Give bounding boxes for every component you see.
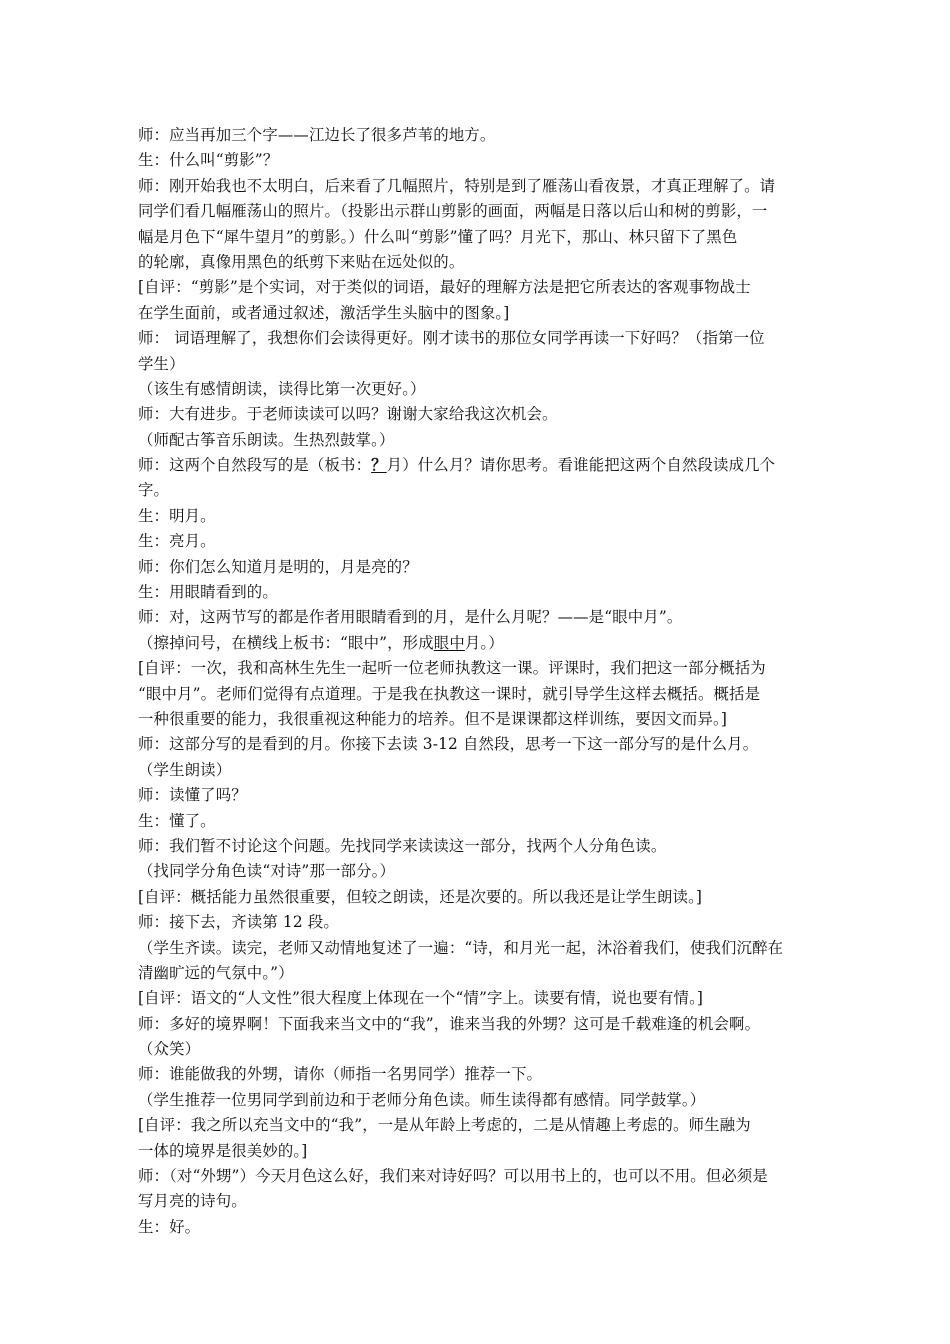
text-line: 生：明月。	[138, 506, 216, 525]
text-line: 学生）	[138, 354, 185, 373]
erase-line-after: 月。）	[464, 633, 504, 652]
erase-line	[138, 631, 818, 656]
text-line: 一体的境界是很美妙的。]	[138, 1141, 308, 1160]
text-line: 生：亮月。	[138, 532, 216, 551]
text-line: （学生朗读）	[138, 760, 232, 779]
text-line: 师：这部分写的是看到的月。你接下去读 3-12 自然段，思考一下这一部分写的是什么月。	[138, 735, 759, 754]
text-line: [自评：语文的“人文性”很大程度上体现在一个“情”字上。读要有情，说也要有情。]	[138, 989, 704, 1008]
text-line: 师：应当再加三个字——江边长了很多芦苇的地方。	[138, 126, 496, 144]
erase-line-underlined: 眼中	[433, 633, 465, 652]
text-line: “眼中月”。老师们觉得有点道理。于是我在执教这一课时，就引导学生这样去概括。概括是	[138, 684, 761, 703]
board-line-continued: 字。	[138, 481, 170, 500]
board-line	[138, 453, 818, 478]
text-line: [自评：一次，我和高林生先生一起听一位老师执教这一课。评课时，我们把这一部分概括为	[138, 659, 766, 678]
text-line: [自评：我之所以充当文中的“我”，一是从年龄上考虑的，二是从情趣上考虑的。师生融为	[138, 1116, 751, 1135]
text-line: 幅是月色下“犀牛望月”的剪影。）什么叫“剪影”懂了吗？月光下，那山、林只留下了黑色	[138, 227, 738, 246]
text-block-1	[138, 123, 818, 453]
text-block-3	[138, 656, 818, 1240]
text-line: （众笑）	[138, 1040, 201, 1059]
text-line: 师：你们怎么知道月是明的，月是亮的？	[138, 557, 418, 576]
text-line: 师：刚开始我也不太明白，后来看了几幅照片，特别是到了雁荡山看夜景，才真正理解了。请	[138, 176, 776, 195]
text-line: 师： 词语理解了，我想你们会读得更好。刚才读书的那位女同学再读一下好吗？（指第一位	[138, 329, 765, 348]
board-line-before: 师：这两个自然段写的是（板书：	[138, 456, 372, 475]
text-line: 师：（对“外甥”）今天月色这么好，我们来对诗好吗？可以用书上的，也可以不用。但必须是	[138, 1167, 768, 1186]
text-block-2	[138, 504, 818, 631]
text-line: 清幽旷远的气氛中。”）	[138, 963, 294, 982]
board-question-mark: ？	[371, 456, 387, 475]
text-line: （学生推荐一位男同学到前边和于老师分角色读。师生读得都有感情。同学鼓掌。）	[138, 1090, 706, 1109]
text-line: 师：谁能做我的外甥，请你（师指一名男同学）推荐一下。	[138, 1065, 543, 1084]
text-line: 的轮廓，真像用黑色的纸剪下来贴在远处似的。	[138, 252, 465, 271]
text-line: （学生齐读。读完，老师又动情地复述了一遍：“诗，和月光一起，沐浴着我们，使我们沉醉在	[138, 938, 784, 957]
text-line: 师：读懂了吗？	[138, 786, 247, 805]
text-line: 师：对，这两节写的都是作者用眼睛看到的月，是什么月呢？——是“眼中月”。	[138, 608, 683, 627]
text-line: 师：大有进步。于老师读读可以吗？谢谢大家给我这次机会。	[138, 405, 558, 424]
text-line: [自评：“剪影”是个实词，对于类似的词语，最好的理解方法是把它所表达的客观事物战士	[138, 278, 751, 297]
text-line: 生：用眼睛看到的。	[138, 583, 278, 602]
document-page	[138, 123, 818, 1240]
text-line: 师：接下去，齐读第 12 段。	[138, 913, 339, 932]
text-line: 写月亮的诗句。	[138, 1192, 247, 1211]
text-line: 生：什么叫“剪影”？	[138, 151, 279, 170]
text-line: 一种很重要的能力，我很重视这种能力的培养。但不是课课都这样训练，要因文而异。]	[138, 709, 727, 728]
erase-line-before: （擦掉问号，在横线上板书：“眼中”，形成	[138, 633, 434, 652]
text-line: 生：懂了。	[138, 811, 216, 830]
text-line: 同学们看几幅雁荡山的照片。（投影出示群山剪影的画面，两幅是日落以后山和树的剪影，一	[138, 202, 768, 221]
text-line: 师：我们暂不讨论这个问题。先找同学来读读这一部分，找两个人分角色读。	[138, 836, 667, 855]
text-line: （该生有感情朗读，读得比第一次更好。）	[138, 379, 426, 398]
board-line-after: 月）什么月？请你思考。看谁能把这两个自然段读成几个	[386, 456, 776, 475]
text-line: 生：好。	[138, 1217, 201, 1236]
text-line: 在学生面前，或者通过叙述，激活学生头脑中的图象。]	[138, 303, 510, 322]
text-line: 师：多好的境界啊！下面我来当文中的“我”，谁来当我的外甥？这可是千载难逢的机会啊。	[138, 1014, 761, 1033]
text-line: （找同学分角色读“对诗”那一部分。）	[138, 862, 395, 881]
text-line: （师配古筝音乐朗读。生热烈鼓掌。）	[138, 430, 395, 449]
text-line: [自评：概括能力虽然很重要，但较之朗读，还是次要的。所以我还是让学生朗读。]	[138, 887, 703, 906]
